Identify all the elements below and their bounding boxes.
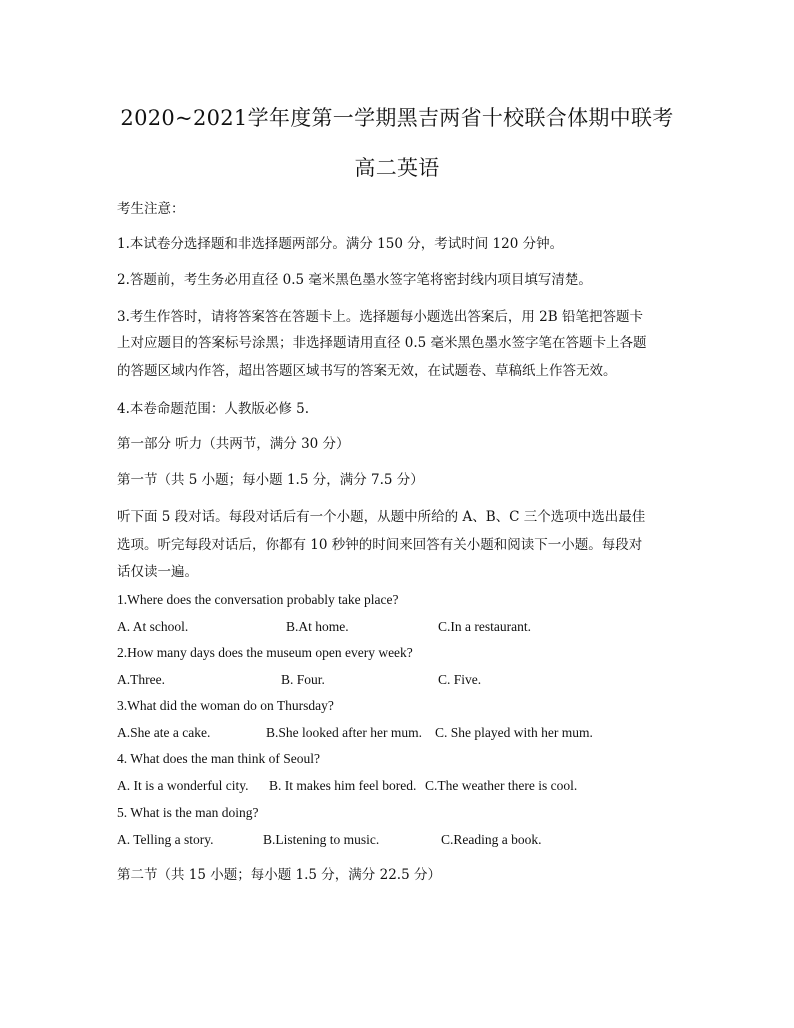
notice-line: 2.答题前，考生务必用直径 0.5 毫米黑色墨水签字笔将密封线内项目填写清楚。: [117, 272, 592, 288]
option-c: C.The weather there is cool.: [425, 778, 578, 793]
part-heading: 第一部分 听力（共两节，满分 30 分）: [117, 436, 350, 452]
instruction-line: 听下面 5 段对话。每段对话后有一个小题，从题中所给的 A、B、C 三个选项中选出最佳: [117, 509, 646, 525]
instruction-line: 话仅读一遍。: [117, 564, 198, 580]
question-text: 1.Where does the conversation probably take place?: [117, 592, 399, 607]
option-c: C.Reading a book.: [441, 832, 542, 847]
section-heading: 第二节（共 15 小题；每小题 1.5 分，满分 22.5 分）: [117, 867, 441, 883]
notice-line: 4.本卷命题范围：人教版必修 5.: [117, 401, 310, 417]
notice-line: 3.考生作答时，请将答案答在答题卡上。选择题每小题选出答案后，用 2B 铅笔把答题卡: [117, 309, 643, 325]
option-a: A. It is a wonderful city.: [117, 778, 249, 793]
notice-heading: 考生注意：: [117, 201, 185, 217]
option-c: C.In a restaurant.: [438, 619, 531, 634]
question-text: 4. What does the man think of Seoul?: [117, 751, 320, 766]
notice-line: 上对应题目的答案标号涂黑；非选择题请用直径 0.5 毫米黑色墨水签字笔在答题卡上各题: [117, 335, 647, 351]
option-b: B.She looked after her mum.: [266, 725, 422, 740]
question-text: 5. What is the man doing?: [117, 805, 259, 820]
option-a: A. At school.: [117, 619, 189, 634]
section-heading: 第一节（共 5 小题；每小题 1.5 分，满分 7.5 分）: [117, 472, 424, 488]
option-c: C. Five.: [438, 672, 482, 687]
option-b: B.At home.: [286, 619, 349, 634]
notice-line: 1.本试卷分选择题和非选择题两部分。满分 150 分，考试时间 120 分钟。: [117, 236, 564, 252]
option-a: A.Three.: [117, 672, 165, 687]
option-a: A.She ate a cake.: [117, 725, 211, 740]
option-c: C. She played with her mum.: [435, 725, 593, 740]
question-text: 3.What did the woman do on Thursday?: [117, 698, 334, 713]
page-subtitle: 高二英语: [354, 156, 440, 180]
question-text: 2.How many days does the museum open every week?: [117, 645, 413, 660]
option-b: B. Four.: [281, 672, 325, 687]
option-b: B.Listening to music.: [263, 832, 380, 847]
instruction-line: 选项。听完每段对话后，你都有 10 秒钟的时间来回答有关小题和阅读下一小题。每段对: [117, 537, 643, 553]
option-a: A. Telling a story.: [117, 832, 214, 847]
option-b: B. It makes him feel bored.: [269, 778, 417, 793]
page-title: 2020~2021学年度第一学期黑吉两省十校联合体期中联考: [120, 106, 674, 130]
notice-line: 的答题区域内作答，超出答题区域书写的答案无效，在试题卷、草稿纸上作答无效。: [117, 363, 617, 379]
